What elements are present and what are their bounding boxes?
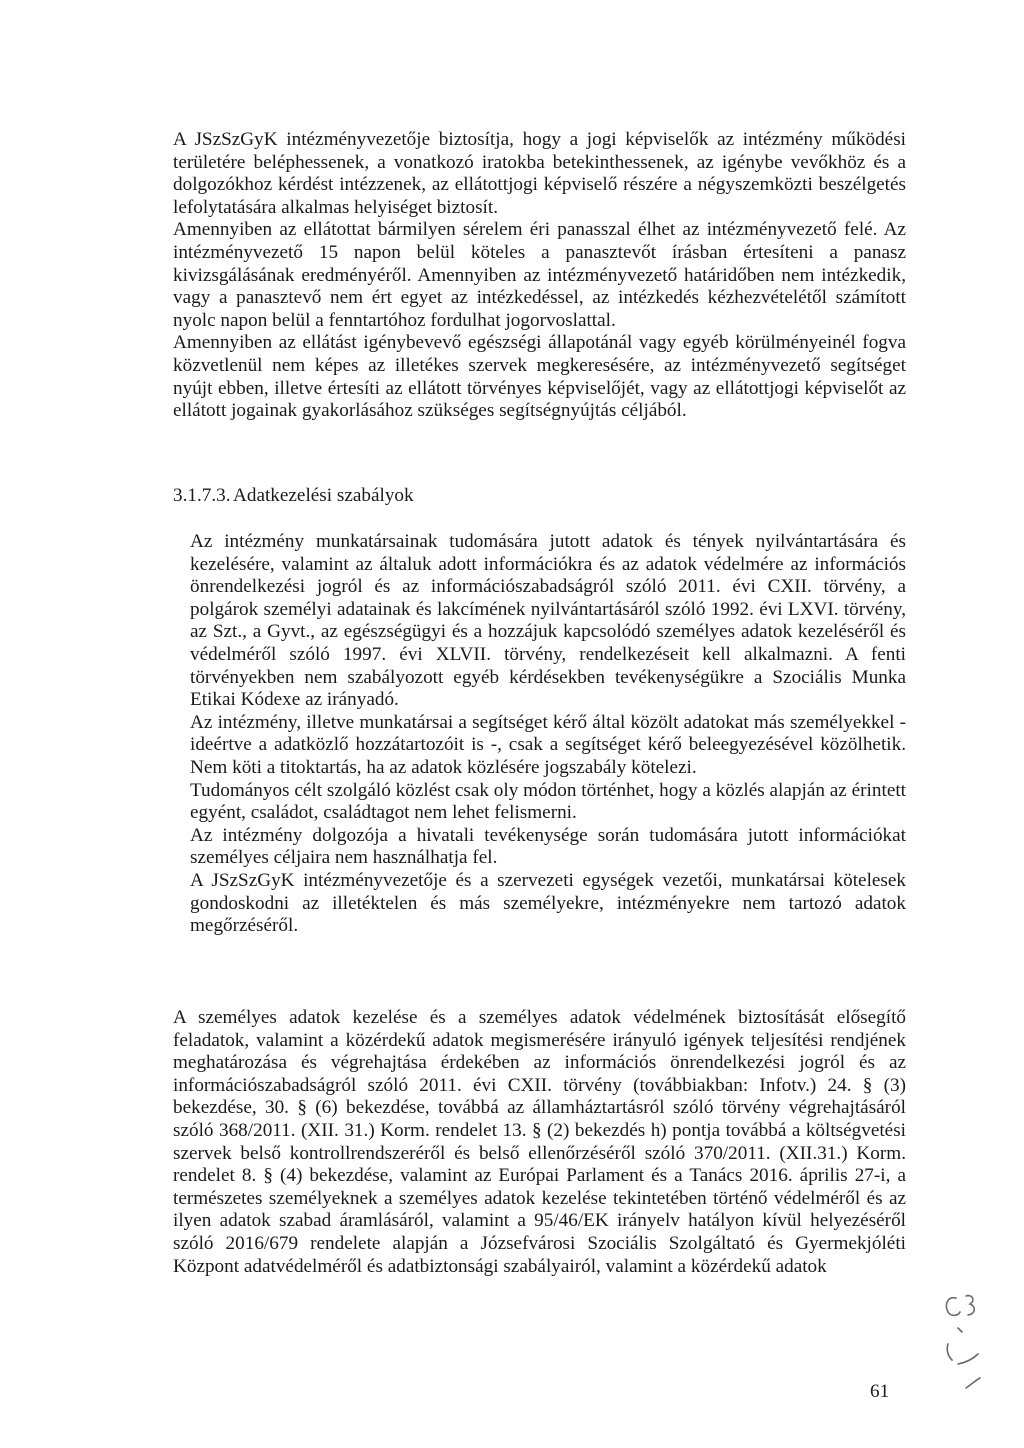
paragraph-personal-use-prohibited: Az intézmény dolgozója a hivatali tevékenysége során tudomására jutott információkat személyes céljaira nem használhatja fel.	[190, 824, 906, 869]
paragraph-leaders-obligation: A JSzSzGyK intézményvezetője és a szervezeti egységek vezetői, munkatársai kötelesek gondoskodni az illetéktelen és más személyekre, intézményekre nem tartozó adatok megőrzéséről.	[190, 869, 906, 937]
initials-stroke-c	[946, 1298, 960, 1316]
page-number: 61	[870, 1381, 890, 1402]
paragraph-applicable-laws: Az intézmény munkatársainak tudomására jutott adatok és tények nyilvántartására és kezelésére, valamint az általuk adott információkra és az adatok védelmére az információs önrendelkezési jogról és az információszabadságról szóló 2011. évi CXII. törvény, a polgárok személyi adatainak és lakcímének nyilvántartásáról szóló 1992. évi LXVI. törvény, az Szt., a Gyvt., az egészségügyi és a hozzájuk kapcsolódó személyes adatok kezeléséről és védelméről szóló 1997. évi XLVII. törvény, rendelkezéseit kell alkalmazni. A fenti törvényekben nem szabályozott egyéb kérdésekben tevékenységükre a Szociális Munka Etikai Kódexe az irányadó.	[190, 531, 906, 711]
paragraph-data-sharing-consent: Az intézmény, illetve munkatársai a segítséget kérő által közölt adatokat más személyekkel - ideértve a adatközlő hozzátartozóit is -, csak a segítséget kérő beleegyezésével közölhetik. Nem köti a titoktartás, ha az adatok közlésére jogszabály kötelezi.	[190, 711, 906, 778]
bottom-text-block	[173, 1007, 906, 1278]
paragraph-legal-basis: A személyes adatok kezelése és a személyes adatok védelmének biztosítását elősegítő feladatok, valamint a közérdekű adatok megismerésére irányuló igények teljesítési rendjének meghatározása és végrehajtása érdekében az információs önrendelkezési jogról és az információszabadságról szóló 2011. évi CXII. törvény (továbbiakban: Infotv.) 24. § (3) bekezdése, 30. § (6) bekezdése, továbbá az államháztartásról szóló törvény végrehajtásáról szóló 368/2011. (XII. 31.) Korm. rendelet 13. § (2) bekezdés h) pontja továbbá a költségvetési szervek belső kontrollrendszeréről és belső ellenőrzéséről szóló 370/2011. (XII.31.) Korm. rendelet 8. § (4) bekezdése, valamint az Európai Parlament és a Tanács 2016. április 27-i, a természetes személyeknek a személyes adatok kezelése tekintetében történő védelméről és az ilyen adatok szabad áramlásáról, valamint a 95/46/EK irányelv hatályon kívül helyezéséről szóló 2016/679 rendelete alapján a Józsefvárosi Szociális Szolgáltató és Gyermekjóléti Központ adatvédelméről és adatbiztonsági szabályairól, valamint a közérdekű adatok	[173, 1007, 906, 1277]
initials-stroke-3	[966, 1296, 974, 1315]
handwritten-initials-mark	[938, 1284, 1018, 1414]
paragraph-scientific-publication: Tudományos célt szolgáló közlést csak oly módon történhet, hogy a közlés alapján az érintett egyént, családot, családtagot nem lehet felismerni.	[190, 779, 906, 824]
section-number: 3.1.7.3.	[173, 485, 231, 506]
top-text-block	[173, 129, 906, 423]
initials-dash-2	[947, 1344, 952, 1360]
initials-dash-4	[966, 1378, 980, 1388]
initials-dash-3	[958, 1354, 978, 1364]
paragraph-assistance-for-incapable: Amennyiben az ellátást igénybevevő egészségi állapotánál vagy egyéb körülményeinél fogva közvetlenül nem képes az illetékes szervek megkeresésére, az intézményvezető segítséget nyújt ebben, illetve értesíti az ellátott törvényes képviselőjét, vagy az ellátottjogi képviselőt az ellátott jogainak gyakorlásához szükséges segítségnyújtás céljából.	[173, 332, 906, 422]
data-handling-text-block	[190, 531, 906, 938]
section-heading	[173, 484, 906, 508]
initials-dash-1	[958, 1328, 962, 1332]
paragraph-legal-representative-access: A JSzSzGyK intézményvezetője biztosítja, hogy a jogi képviselők az intézmény működési területére beléphessenek, a vonatkozó iratokba betekinthessenek, az igénybe vevőkhöz és a dolgozókhoz kérdést intézzenek, az ellátottjogi képviselő részére a négyszemközti beszélgetés lefolytatására alkalmas helyiséget biztosít.	[173, 129, 906, 218]
section-title: Adatkezelési szabályok	[233, 485, 414, 506]
paragraph-complaint-procedure: Amennyiben az ellátottat bármilyen sérelem éri panasszal élhet az intézményvezető felé. Az intézményvezető 15 napon belül köteles a panasztevőt írásban értesíteni a panasz kivizsgálásának eredményéről. Amennyiben az intézményvezető határidőben nem intézkedik, vagy a panasztevő nem ért egyet az intézkedéssel, az intézkedés kézhezvételétől számított nyolc napon belül a fenntartóhoz fordulhat jogorvoslattal.	[173, 219, 906, 331]
